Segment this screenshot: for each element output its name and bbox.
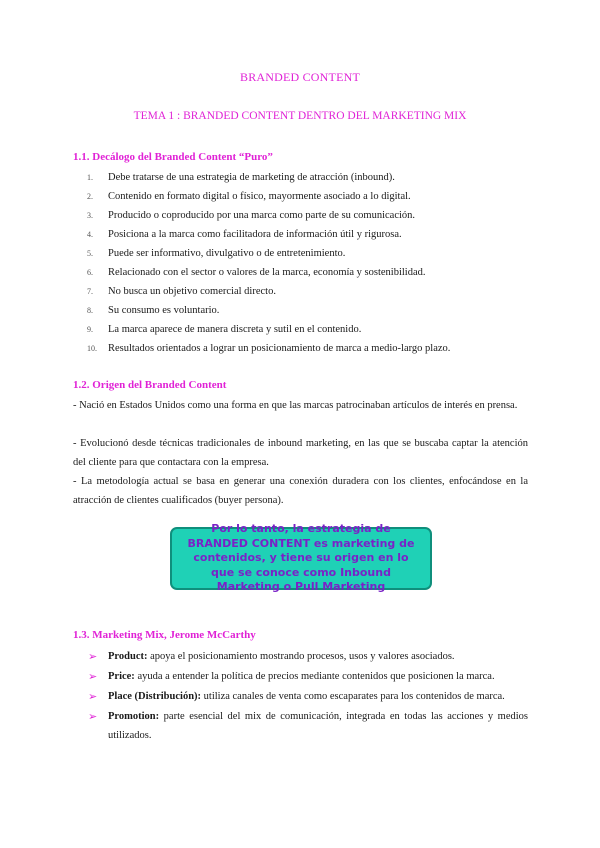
list-item: 8. Su consumo es voluntario. [87, 305, 220, 316]
paragraph-origen-2: - Evolucionó desde técnicas tradicionales de inbound marketing, en las que se buscaba captar la atención del cliente para que contactara con la empresa. [73, 438, 528, 468]
document-title: BRANDED CONTENT [240, 70, 360, 84]
list-item: 5. Puede ser informativo, divulgativo o de entretenimiento. [87, 248, 346, 259]
list-item: ➢ Place (Distribución): utiliza canales de venta como escaparates para los contenidos de marca. [88, 687, 528, 706]
list-item: 2. Contenido en formato digital o físico, mayormente asociado a lo digital. [87, 191, 411, 202]
section-heading-origen: 1.2. Origen del Branded Content [73, 379, 227, 391]
list-item: 9. La marca aparece de manera discreta y sutil en el contenido. [87, 324, 362, 335]
list-item: 10. Resultados orientados a lograr un posicionamiento de marca a medio-largo plazo. [87, 343, 451, 354]
list-item: 7. No busca un objetivo comercial directo. [87, 286, 276, 297]
list-item: ➢ Price: ayuda a entender la política de precios mediante contenidos que posicionen la marca. [88, 667, 528, 686]
paragraph-origen-3: - La metodología actual se basa en generar una conexión duradera con los clientes, enfocándose en la atracción de clientes cualificados (buyer persona). [73, 476, 528, 506]
callout-text: Por lo tanto, la estrategia de BRANDED CONTENT es marketing de contenidos, y tiene su origen en lo que se conoce como Inbound Marketing o Pull Marketing [187, 522, 415, 594]
topic-subtitle: TEMA 1 : BRANDED CONTENT DENTRO DEL MARKETING MIX [133, 110, 467, 122]
list-item: 4. Posiciona a la marca como facilitadora de información útil y rigurosa. [87, 229, 402, 240]
list-item: ➢ Product: apoya el posicionamiento mostrando procesos, usos y valores asociados. [88, 647, 528, 666]
paragraph-origen-1: - Nació en Estados Unidos como una forma en que las marcas patrocinaban artículos de interés en prensa. [73, 400, 518, 411]
callout-box [170, 522, 432, 594]
marketing-mix-list [88, 647, 528, 746]
list-item: 6. Relacionado con el sector o valores de la marca, economía y sostenibilidad. [87, 267, 426, 278]
arrow-bullet-icon: ➢ [88, 690, 98, 703]
arrow-bullet-icon: ➢ [88, 650, 98, 663]
list-item: 1. Debe tratarse de una estrategia de marketing de atracción (inbound). [87, 172, 395, 183]
section-heading-marketing-mix: 1.3. Marketing Mix, Jerome McCarthy [73, 629, 256, 641]
arrow-bullet-icon: ➢ [88, 670, 98, 683]
list-item: 3. Producido o coproducido por una marca como parte de su comunicación. [87, 210, 416, 221]
arrow-bullet-icon: ➢ [88, 710, 98, 723]
list-item: ➢ Promotion: parte esencial del mix de comunicación, integrada en todas las acciones y medios utilizados. [88, 707, 528, 745]
section-heading-decalogo: 1.1. Decálogo del Branded Content “Puro” [73, 151, 273, 163]
decalogo-list [73, 168, 533, 358]
